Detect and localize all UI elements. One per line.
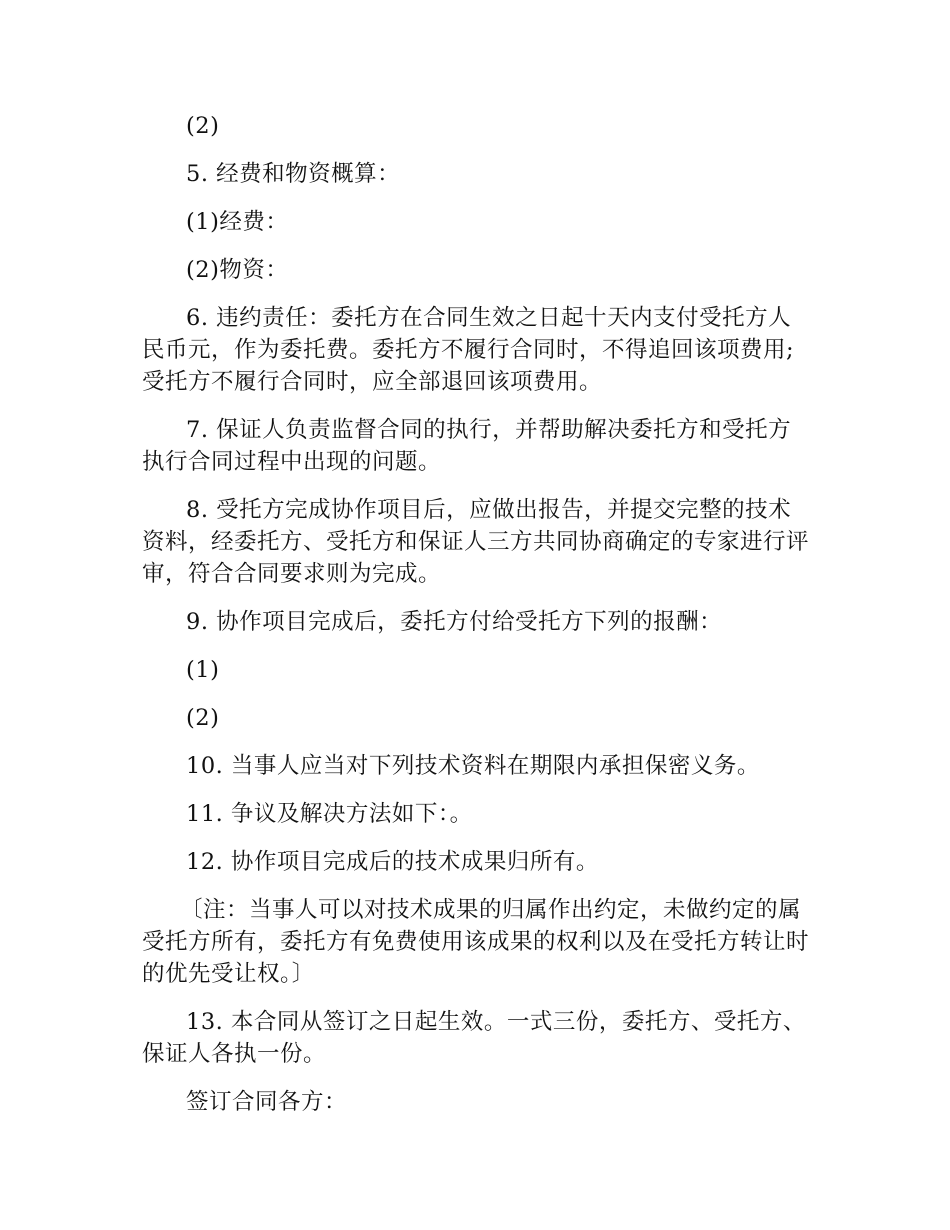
paragraph-note: 〔注：当事人可以对技术成果的归属作出约定，未做约定的属受托方所有，委托方有免费使用该成果的权利以及在受托方转让时的优先受让权。〕: [142, 897, 810, 987]
paragraph-section-13: 13. 本合同从签订之日起生效。一式三份，委托方、受托方、保证人各执一份。: [142, 1009, 806, 1067]
document-body: [142, 110, 814, 1118]
paragraph-section-12: 12. 协作项目完成后的技术成果归所有。: [186, 849, 599, 875]
paragraph-materials: (2)物资：: [186, 257, 289, 283]
paragraph-signatories: 签订合同各方：: [186, 1089, 348, 1115]
paragraph-section-8: 8. 受托方完成协作项目后，应做出报告，并提交完整的技术资料，经委托方、受托方和保证人三方共同协商确定的专家进行评审，符合合同要求则为完成。: [142, 497, 810, 587]
paragraph-section-10: 10. 当事人应当对下列技术资料在期限内承担保密义务。: [186, 753, 760, 779]
paragraph-item-2: (2): [186, 113, 220, 139]
paragraph-section-5: 5. 经费和物资概算：: [186, 161, 401, 187]
paragraph-section-9: 9. 协作项目完成后，委托方付给受托方下列的报酬：: [186, 609, 723, 635]
paragraph-reward-2: (2): [186, 705, 220, 731]
paragraph-section-6: 6. 违约责任：委托方在合同生效之日起十天内支付受托方人民币元，作为委托费。委托方不履行合同时，不得追回该项费用;受托方不履行合同时，应全部退回该项费用。: [142, 305, 795, 395]
paragraph-section-7: 7. 保证人负责监督合同的执行，并帮助解决委托方和受托方执行合同过程中出现的问题。: [142, 417, 792, 475]
paragraph-funding: (1)经费：: [186, 209, 289, 235]
paragraph-reward-1: (1): [186, 657, 220, 683]
paragraph-section-11: 11. 争议及解决方法如下：。: [186, 801, 473, 827]
